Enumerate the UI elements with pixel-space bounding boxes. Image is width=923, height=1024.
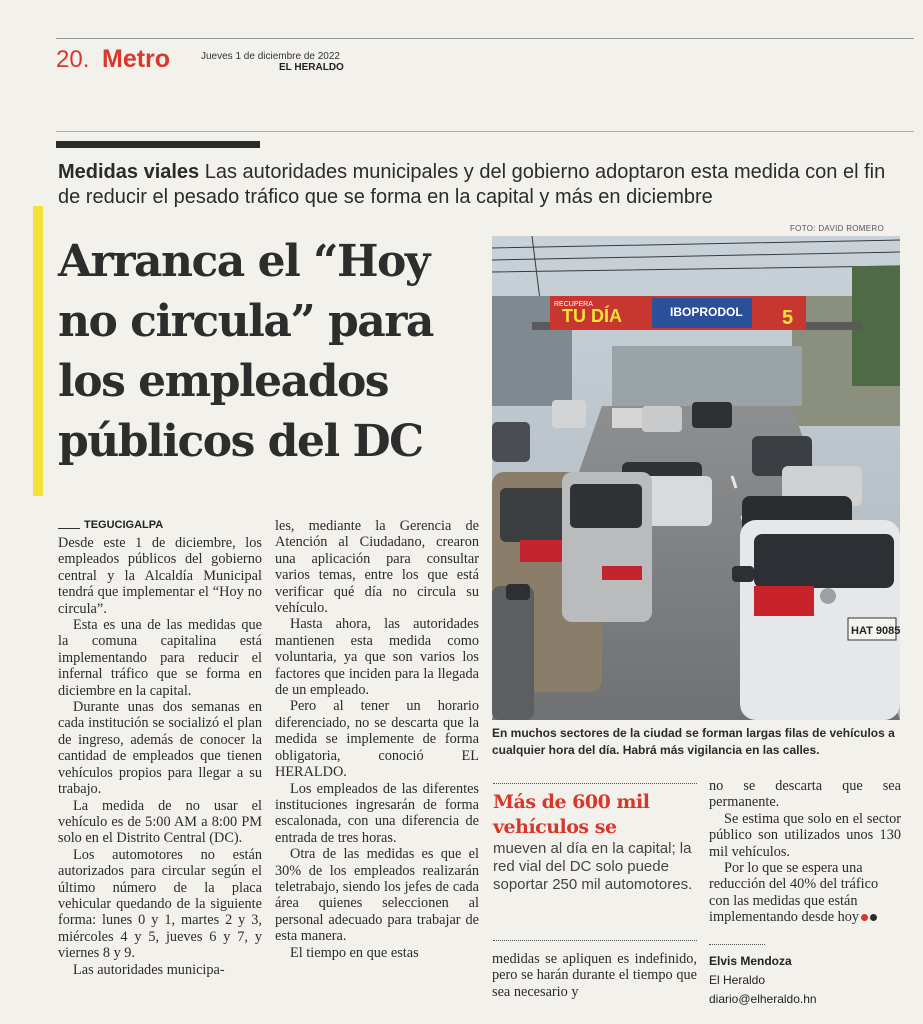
paragraph: Otra de las medidas es que el 30% de los empleados realizarán teletrabajo, siendo los jefes de cada área quienes seleccionen al personal adecuado para trabajar de esta manera. [275, 846, 479, 945]
paragraph: Los automotores no están autorizados para circular según el último número de la placa vehicular quedando de la siguiente forma: lunes 0 y 1, martes 2 y 3, miércoles 4 y 5, jueves 6 y 7, y viernes 8 y 9. [58, 846, 262, 962]
plate-text: HAT 9085 [851, 625, 900, 637]
pull-quote-text: mueven al día en la capital; la red vial del DC solo puede soportar 250 mil automotores. [493, 840, 693, 893]
story-deck [58, 160, 908, 210]
banner-num-text: 5 [782, 307, 794, 329]
banner-left-text: TU DÍA [562, 306, 622, 326]
article-column-3 [492, 951, 697, 1000]
section-divider [56, 131, 914, 132]
author-name: Elvis Mendoza [709, 954, 792, 968]
article-column-4 [709, 778, 901, 926]
paragraph: Por lo que se espera una reducción del 40% del tráfico con las medidas que están implementando desde hoy [709, 860, 879, 926]
dateline: TEGUCIGALPA [84, 519, 164, 531]
paragraph: La medida de no usar el vehículo es de 5:00 AM a 8:00 PM solo en el Distrito Central (DC). [58, 797, 262, 847]
deck-text: Las autoridades municipales y del gobierno adoptaron esta medida con el fin de reducir el pesado tráfico que se forma en la capital y más en diciembre [58, 161, 886, 208]
paragraph: Desde este 1 de diciembre, los empleados públicos del gobierno central y la Alcaldía Municipal tendrá que implementar el “Hoy no circula”. [58, 535, 262, 617]
deck-kicker: Medidas viales [58, 161, 200, 183]
paragraph: no se descarta que sea permanente. [709, 778, 901, 811]
paper-name: EL HERALDO [279, 62, 344, 73]
photo-credit: FOTO: DAVID ROMERO [790, 224, 884, 233]
section-name: Metro [102, 45, 171, 73]
paragraph: Durante unas dos semanas en cada institución se socializó el plan de ingreso, además de conocer la cantidad de empleados que tienen vehículos propios para llegar a su trabajo. [58, 699, 262, 798]
highlight-mark [33, 206, 43, 496]
paragraph: Las autoridades municipa- [73, 961, 225, 978]
byline [709, 952, 817, 1009]
paragraph: El tiempo en que estas [290, 944, 419, 961]
author-paper: El Heraldo [709, 973, 766, 987]
paragraph: Los empleados de las diferentes instituciones ingresarán de forma escalonada, con una diferencia de entrada de tres horas. [275, 780, 479, 846]
header-rule [56, 38, 914, 39]
paragraph: les, mediante la Gerencia de Atención al Ciudadano, crearon una aplicación para consultar varios temas, entre los que está verificar qué día no circula su vehículo. [275, 518, 479, 617]
pull-quote-head: Más de 600 mil vehículos se [493, 791, 650, 838]
page-number: 20. [56, 46, 90, 73]
section-bar [56, 141, 260, 148]
paragraph: Se estima que solo en el sector público son utilizados unos 130 mil vehículos. [709, 810, 901, 860]
end-mark-icon [870, 914, 877, 921]
dateline-rule [58, 528, 80, 529]
banner-small-text: RECUPERA [554, 301, 593, 308]
pull-quote-top-rule [493, 783, 697, 784]
paragraph: medidas se apliquen es indefinido, pero se harán durante el tiempo que sea necesario y [492, 951, 697, 1000]
traffic-photo [492, 236, 900, 720]
end-mark-icon [861, 914, 868, 921]
pull-quote-bottom-rule [493, 940, 697, 941]
article-column-1 [58, 535, 262, 978]
byline-rule [709, 944, 765, 945]
paragraph: Hasta ahora, las autoridades mantienen esta medida como voluntaria, ya que son varios los factores que inciden para la llegada de un empleado. [275, 616, 479, 699]
paragraph: Esta es una de las medidas que la comuna capitalina está implementando para reducir el infernal tráfico que se forma en diciembre en la capital. [58, 617, 262, 699]
banner-mid-text: IBOPRODOL [670, 305, 743, 319]
paragraph: Pero al tener un horario diferenciado, no se descarta que la medida se implemente de forma obligatoria, conoció EL HERALDO. [275, 698, 479, 781]
article-column-2 [275, 518, 479, 961]
headline: Arranca el “Hoy no circula” para los empleados públicos del DC [58, 236, 433, 467]
author-email: diario@elheraldo.hn [709, 992, 817, 1006]
issue-date: Jueves 1 de diciembre de 2022 [201, 51, 340, 62]
photo-caption: En muchos sectores de la ciudad se forman largas filas de vehículos a cualquier hora del día. Habrá más vigilancia en las calles. [492, 726, 895, 757]
